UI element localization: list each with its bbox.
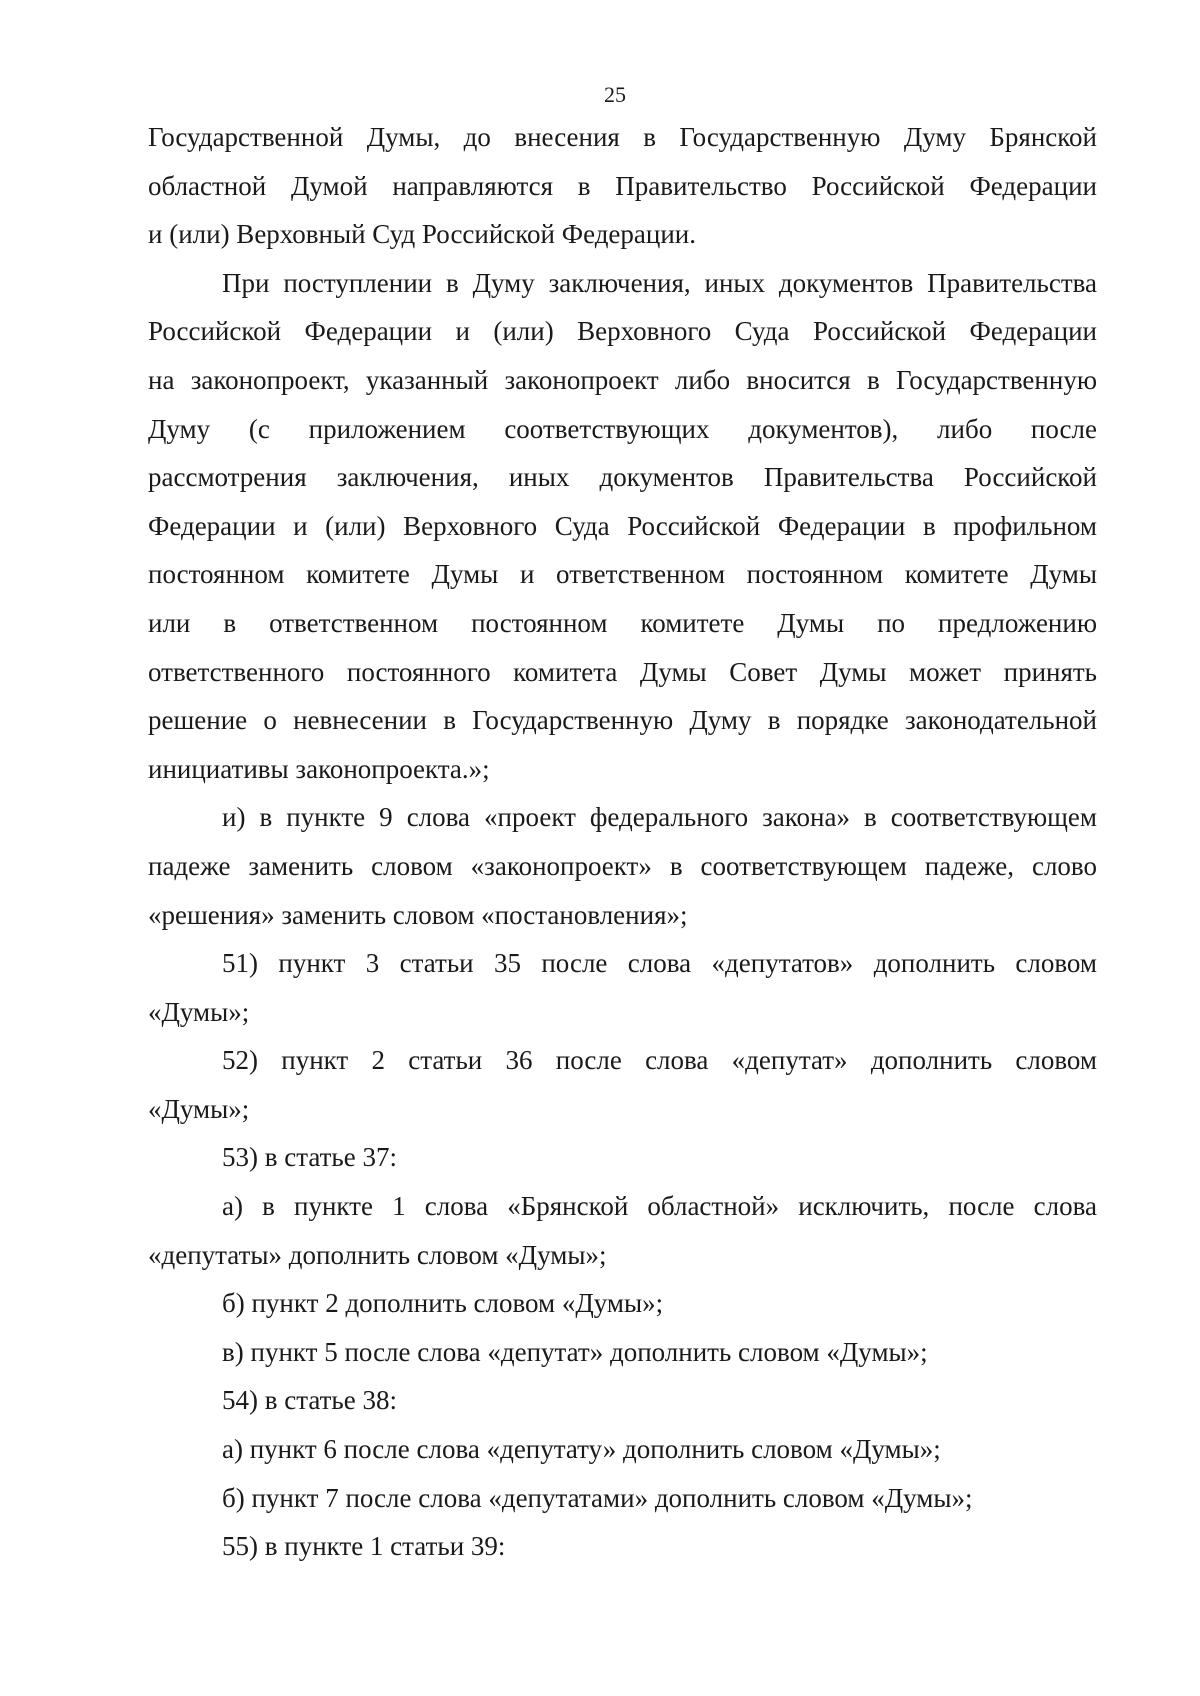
text-line: «Думы»; xyxy=(148,996,250,1027)
paragraph xyxy=(148,1376,1097,1425)
paragraph xyxy=(148,1522,1097,1571)
paragraph xyxy=(148,1328,1097,1377)
text-line: а) пункт 6 после слова «депутату» дополнить словом «Думы»; xyxy=(222,1434,941,1465)
text-line: а) в пункте 1 слова «Брянской областной» исключить, после слова xyxy=(222,1191,1097,1222)
text-line: и (или) Верховный Суд Российской Федерации. xyxy=(148,219,697,250)
text-line: в) пункт 5 после слова «депутат» дополнить словом «Думы»; xyxy=(222,1336,928,1367)
page-number: 25 xyxy=(604,82,626,107)
text-line: Российской Федерации и (или) Верховного Суда Российской Федерации xyxy=(148,316,1097,347)
text-line: Думу (с приложением соответствующих документов), либо после xyxy=(148,413,1097,444)
text-line: на законопроект, указанный законопроект либо вносится в Государственную xyxy=(148,364,1097,395)
paragraph xyxy=(148,113,1097,259)
text-line: 52) пункт 2 статьи 36 после слова «депутат» дополнить словом xyxy=(222,1045,1097,1076)
document-body xyxy=(148,113,1097,1571)
paragraph xyxy=(148,1425,1097,1474)
text-line: б) пункт 2 дополнить словом «Думы»; xyxy=(222,1288,664,1319)
paragraph xyxy=(148,939,1097,1036)
text-line: 55) в пункте 1 статьи 39: xyxy=(222,1531,506,1562)
paragraph xyxy=(148,1474,1097,1523)
paragraph xyxy=(148,1182,1097,1279)
paragraph xyxy=(148,1279,1097,1328)
text-line: 51) пункт 3 статьи 35 после слова «депутатов» дополнить словом xyxy=(222,948,1097,979)
text-line: Федерации и (или) Верховного Суда Российской Федерации в профильном xyxy=(148,510,1097,541)
text-line: 53) в статье 37: xyxy=(222,1142,397,1173)
text-line: «депутаты» дополнить словом «Думы»; xyxy=(148,1239,607,1270)
text-line: б) пункт 7 после слова «депутатами» дополнить словом «Думы»; xyxy=(222,1482,973,1513)
text-line: При поступлении в Думу заключения, иных документов Правительства xyxy=(222,267,1097,298)
text-line: падеже заменить словом «законопроект» в соответствующем падеже, слово xyxy=(148,850,1097,881)
paragraph xyxy=(148,1036,1097,1133)
paragraph xyxy=(148,1133,1097,1182)
text-line: Государственной Думы, до внесения в Государственную Думу Брянской xyxy=(148,122,1097,152)
text-line: инициативы законопроекта.»; xyxy=(148,753,490,784)
text-line: и) в пункте 9 слова «проект федерального закона» в соответствующем xyxy=(222,802,1097,833)
text-line: ответственного постоянного комитета Думы Совет Думы может принять xyxy=(148,656,1097,687)
paragraph xyxy=(148,793,1097,939)
text-line: или в ответственном постоянном комитете Думы по предложению xyxy=(148,607,1097,638)
paragraph xyxy=(148,259,1097,794)
text-line: областной Думой направляются в Правительство Российской Федерации xyxy=(148,170,1097,201)
text-line: постоянном комитете Думы и ответственном постоянном комитете Думы xyxy=(148,559,1097,590)
text-line: 54) в статье 38: xyxy=(222,1385,397,1416)
text-line: рассмотрения заключения, иных документов Правительства Российской xyxy=(148,462,1097,493)
text-line: решение о невнесении в Государственную Думу в порядке законодательной xyxy=(148,705,1097,736)
text-line: «Думы»; xyxy=(148,1093,250,1124)
text-line: «решения» заменить словом «постановления»; xyxy=(148,899,688,930)
